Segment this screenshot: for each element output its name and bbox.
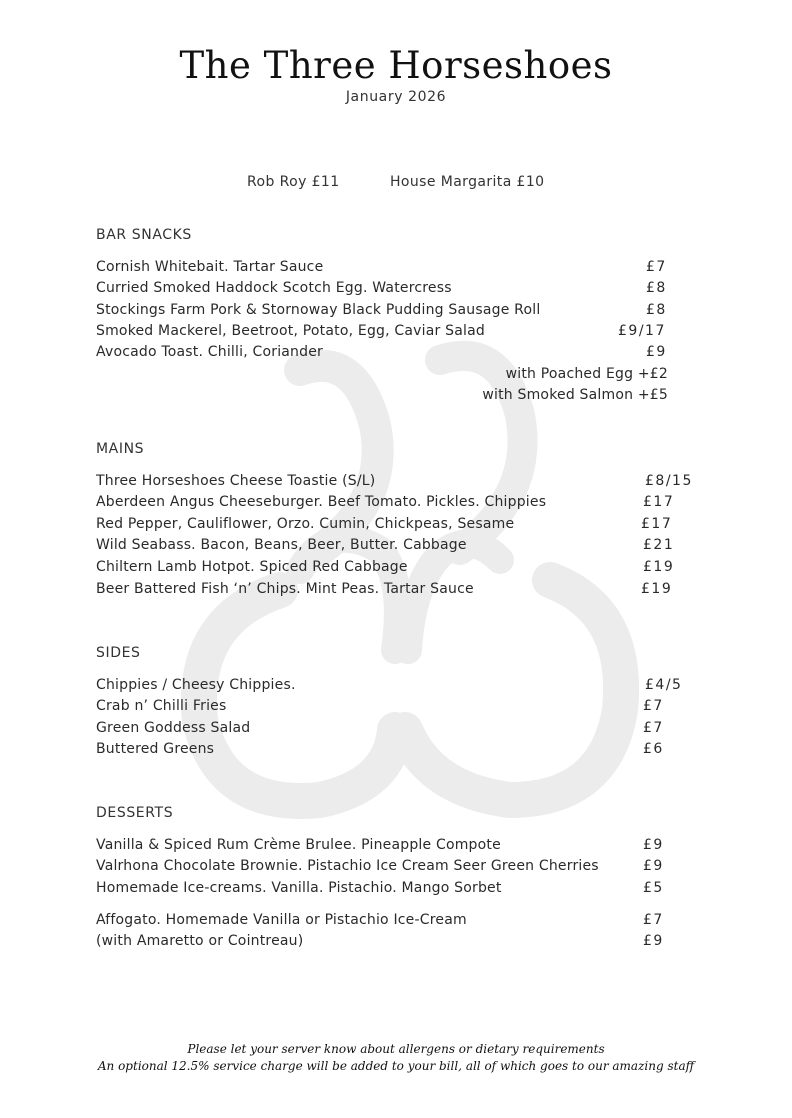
menu-item-price: £4/5 [645,677,683,693]
menu-item: Avocado Toast. Chilli, Coriander [96,344,323,360]
menu-item-price: £7 [643,912,664,928]
menu-item-price: £7 [643,720,664,736]
menu-item-price: £8/15 [645,473,693,489]
menu-item: Vanilla & Spiced Rum Crème Brulee. Pineapple Compote [96,837,501,853]
menu-item-price: £9 [643,837,664,853]
menu-item: Smoked Mackerel, Beetroot, Potato, Egg, Caviar Salad [96,323,485,339]
menu-item-price: £9 [643,933,664,949]
menu-item: Homemade Ice-creams. Vanilla. Pistachio. Mango Sorbet [96,880,502,896]
menu-item: Stockings Farm Pork & Stornoway Black Pudding Sausage Roll [96,302,541,318]
menu-item-price: £9 [643,858,664,874]
menu-addon: with Smoked Salmon +£5 [482,387,668,403]
cocktail-rob-roy: Rob Roy £11 [247,174,340,190]
menu-item: Valrhona Chocolate Brownie. Pistachio Ice Cream Seer Green Cherries [96,858,599,874]
menu-item: Curried Smoked Haddock Scotch Egg. Watercress [96,280,452,296]
menu-item: Green Goddess Salad [96,720,251,736]
section-title-sides: SIDES [96,645,141,661]
allergen-notice: Please let your server know about allergens or dietary requirements [187,1042,605,1056]
restaurant-title: The Three Horseshoes [179,44,613,87]
menu-item-price: £7 [646,259,667,275]
menu-item: Chippies / Cheesy Chippies. [96,677,296,693]
menu-item-price: £19 [643,559,675,575]
menu-item: (with Amaretto or Cointreau) [96,933,304,949]
menu-item-price: £9/17 [618,323,666,339]
menu-item-price: £19 [641,581,673,597]
menu-item: Cornish Whitebait. Tartar Sauce [96,259,324,275]
menu-item: Crab n’ Chilli Fries [96,698,227,714]
menu-item: Beer Battered Fish ‘n’ Chips. Mint Peas. Tartar Sauce [96,581,474,597]
menu-item-price: £9 [646,344,667,360]
menu-item: Wild Seabass. Bacon, Beans, Beer, Butter. Cabbage [96,537,467,553]
menu-item-price: £17 [641,516,673,532]
menu-item-price: £7 [643,698,664,714]
menu-item-price: £6 [643,741,664,757]
menu-item: Three Horseshoes Cheese Toastie (S/L) [96,473,376,489]
section-title-mains: MAINS [96,441,145,457]
menu-item: Aberdeen Angus Cheeseburger. Beef Tomato. Pickles. Chippies [96,494,547,510]
menu-item: Affogato. Homemade Vanilla or Pistachio Ice-Cream [96,912,467,928]
menu-item: Chiltern Lamb Hotpot. Spiced Red Cabbage [96,559,408,575]
menu-item-price: £8 [646,302,667,318]
section-title-bar-snacks: BAR SNACKS [96,227,192,243]
section-title-desserts: DESSERTS [96,805,174,821]
menu-item: Red Pepper, Cauliflower, Orzo. Cumin, Chickpeas, Sesame [96,516,515,532]
menu-item: Buttered Greens [96,741,215,757]
menu-item-price: £21 [643,537,675,553]
menu-addon: with Poached Egg +£2 [505,366,668,382]
menu-item-price: £8 [646,280,667,296]
service-charge-notice: An optional 12.5% service charge will be added to your bill, all of which goes to our amazing staff [97,1059,695,1073]
menu-item-price: £5 [643,880,664,896]
cocktail-house-margarita: House Margarita £10 [390,174,545,190]
menu-item-price: £17 [643,494,675,510]
menu-date: January 2026 [345,89,447,105]
